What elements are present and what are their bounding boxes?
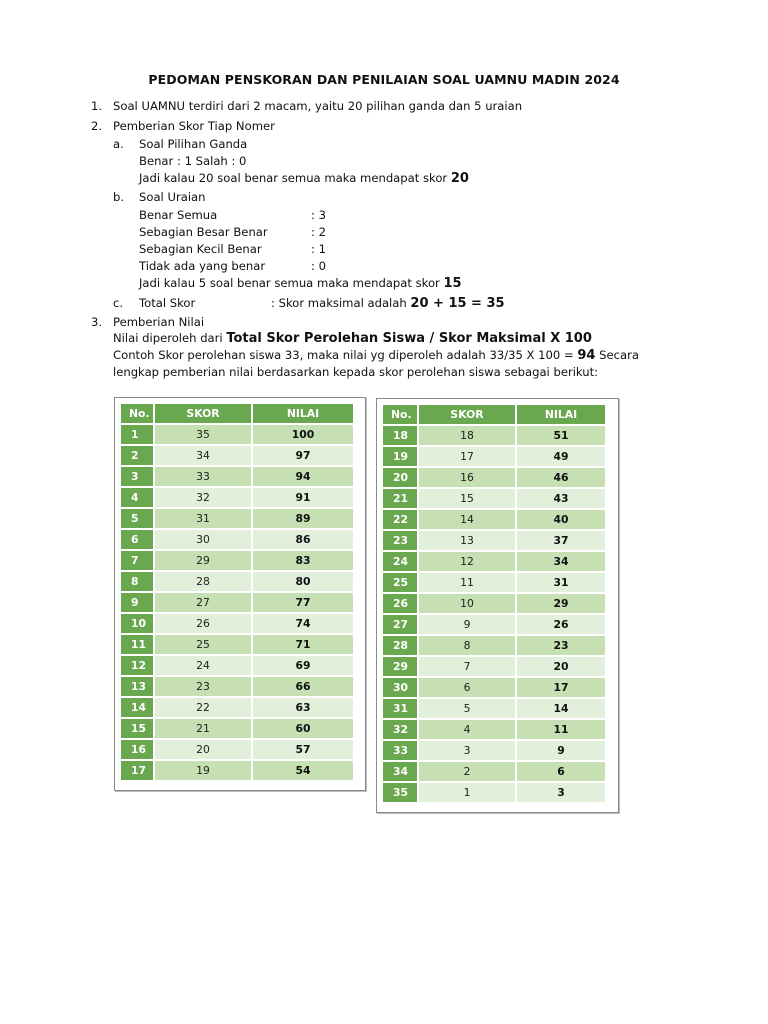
cell-no: 7 — [121, 551, 155, 572]
cell-nilai: 97 — [253, 446, 355, 467]
cell-no: 34 — [383, 762, 419, 783]
cell-skor: 25 — [155, 635, 253, 656]
item-2-number: 2. — [91, 119, 103, 133]
item-2a-rule: Benar : 1 Salah : 0 — [139, 154, 247, 168]
cell-skor: 20 — [155, 740, 253, 761]
table-row — [121, 635, 355, 656]
item-2c-text-body: : Skor maksimal adalah — [271, 296, 407, 310]
item-2a-summary-text: Jadi kalau 20 soal benar semua maka mendapat skor — [139, 171, 448, 185]
header-no: No. — [383, 405, 419, 426]
table-row — [383, 573, 607, 594]
table-row — [383, 636, 607, 657]
cell-skor: 15 — [419, 489, 517, 510]
cell-nilai: 37 — [517, 531, 607, 552]
cell-no: 4 — [121, 488, 155, 509]
cell-no: 9 — [121, 593, 155, 614]
table-row — [121, 572, 355, 593]
cell-nilai: 6 — [517, 762, 607, 783]
item-2a-summary-value: 20 — [450, 171, 469, 186]
cell-skor: 6 — [419, 678, 517, 699]
table-row — [383, 720, 607, 741]
cell-skor: 23 — [155, 677, 253, 698]
item-2b-letter: b. — [113, 190, 125, 204]
item-3-example — [113, 348, 639, 363]
item-1-number: 1. — [91, 99, 103, 113]
cell-nilai: 17 — [517, 678, 607, 699]
uraian-row-value: : 3 — [311, 208, 326, 222]
cell-nilai: 77 — [253, 593, 355, 614]
item-3-example-suffix: Secara — [599, 348, 640, 362]
table-row — [121, 509, 355, 530]
cell-nilai: 46 — [517, 468, 607, 489]
score-table-right — [376, 398, 619, 813]
table-row — [383, 657, 607, 678]
table-row — [121, 551, 355, 572]
cell-skor: 14 — [419, 510, 517, 531]
item-2c-text — [271, 296, 505, 311]
cell-no: 21 — [383, 489, 419, 510]
cell-skor: 27 — [155, 593, 253, 614]
cell-skor: 18 — [419, 426, 517, 447]
cell-skor: 11 — [419, 573, 517, 594]
table-row — [383, 447, 607, 468]
item-3-number: 3. — [91, 315, 103, 329]
cell-nilai: 83 — [253, 551, 355, 572]
table-row — [383, 531, 607, 552]
table-row — [121, 467, 355, 488]
cell-no: 1 — [121, 425, 155, 446]
cell-nilai: 3 — [517, 783, 607, 804]
cell-no: 16 — [121, 740, 155, 761]
cell-skor: 2 — [419, 762, 517, 783]
cell-skor: 24 — [155, 656, 253, 677]
header-nilai: NILAI — [517, 405, 607, 426]
table-row — [383, 741, 607, 762]
table-row — [121, 425, 355, 446]
cell-skor: 28 — [155, 572, 253, 593]
item-3-closing: lengkap pemberian nilai berdasarkan kepada skor perolehan siswa sebagai berikut: — [113, 365, 599, 379]
cell-no: 18 — [383, 426, 419, 447]
table-row — [383, 489, 607, 510]
cell-nilai: 23 — [517, 636, 607, 657]
cell-nilai: 14 — [517, 699, 607, 720]
cell-no: 19 — [383, 447, 419, 468]
uraian-row-label: Sebagian Besar Benar — [139, 225, 268, 239]
cell-nilai: 11 — [517, 720, 607, 741]
cell-skor: 31 — [155, 509, 253, 530]
table-row — [383, 615, 607, 636]
cell-no: 25 — [383, 573, 419, 594]
cell-nilai: 31 — [517, 573, 607, 594]
table-row — [121, 677, 355, 698]
cell-no: 30 — [383, 678, 419, 699]
item-2b-label: Soal Uraian — [139, 190, 206, 204]
cell-skor: 21 — [155, 719, 253, 740]
cell-nilai: 91 — [253, 488, 355, 509]
cell-skor: 30 — [155, 530, 253, 551]
table-row — [383, 762, 607, 783]
uraian-row-value: : 1 — [311, 242, 326, 256]
cell-no: 12 — [121, 656, 155, 677]
cell-nilai: 100 — [253, 425, 355, 446]
cell-no: 23 — [383, 531, 419, 552]
cell-skor: 4 — [419, 720, 517, 741]
cell-no: 26 — [383, 594, 419, 615]
item-3-formula-text: Total Skor Perolehan Siswa / Skor Maksimal X 100 — [226, 331, 592, 346]
item-2a-letter: a. — [113, 137, 124, 151]
table-header-row — [383, 405, 607, 426]
table-row — [121, 698, 355, 719]
item-2c-letter: c. — [113, 296, 124, 310]
cell-nilai: 49 — [517, 447, 607, 468]
cell-skor: 1 — [419, 783, 517, 804]
cell-nilai: 63 — [253, 698, 355, 719]
header-no: No. — [121, 404, 155, 425]
table-row — [121, 446, 355, 467]
cell-no: 2 — [121, 446, 155, 467]
cell-nilai: 51 — [517, 426, 607, 447]
item-3-text: Pemberian Nilai — [113, 315, 205, 329]
table-row — [383, 468, 607, 489]
cell-nilai: 94 — [253, 467, 355, 488]
item-3-formula-prefix: Nilai diperoleh dari — [113, 331, 223, 345]
cell-skor: 35 — [155, 425, 253, 446]
score-table-right-grid — [383, 405, 607, 804]
item-3-example-value: 94 — [577, 348, 596, 363]
cell-nilai: 20 — [517, 657, 607, 678]
uraian-row-value: : 2 — [311, 225, 326, 239]
cell-nilai: 89 — [253, 509, 355, 530]
uraian-row-label: Benar Semua — [139, 208, 218, 222]
cell-no: 14 — [121, 698, 155, 719]
cell-no: 29 — [383, 657, 419, 678]
cell-nilai: 34 — [517, 552, 607, 573]
table-row — [383, 594, 607, 615]
cell-no: 11 — [121, 635, 155, 656]
table-row — [383, 510, 607, 531]
cell-skor: 7 — [419, 657, 517, 678]
cell-no: 31 — [383, 699, 419, 720]
page-title: PEDOMAN PENSKORAN DAN PENILAIAN SOAL UAMNU MADIN 2024 — [148, 72, 620, 87]
cell-no: 22 — [383, 510, 419, 531]
cell-skor: 33 — [155, 467, 253, 488]
cell-skor: 32 — [155, 488, 253, 509]
item-2-text: Pemberian Skor Tiap Nomer — [113, 119, 275, 133]
cell-nilai: 57 — [253, 740, 355, 761]
score-table-left — [114, 397, 366, 791]
cell-no: 17 — [121, 761, 155, 782]
cell-skor: 3 — [419, 741, 517, 762]
cell-nilai: 29 — [517, 594, 607, 615]
item-3-formula — [113, 331, 592, 346]
cell-no: 33 — [383, 741, 419, 762]
cell-no: 6 — [121, 530, 155, 551]
cell-skor: 16 — [419, 468, 517, 489]
header-nilai: NILAI — [253, 404, 355, 425]
table-row — [121, 719, 355, 740]
cell-no: 24 — [383, 552, 419, 573]
cell-no: 10 — [121, 614, 155, 635]
table-row — [383, 699, 607, 720]
cell-skor: 22 — [155, 698, 253, 719]
cell-nilai: 69 — [253, 656, 355, 677]
header-skor: SKOR — [155, 404, 253, 425]
cell-no: 20 — [383, 468, 419, 489]
cell-nilai: 74 — [253, 614, 355, 635]
item-2a-label: Soal Pilihan Ganda — [139, 137, 248, 151]
item-2c-label: Total Skor — [139, 296, 196, 310]
item-3-example-text: Contoh Skor perolehan siswa 33, maka nilai yg diperoleh adalah 33/35 X 100 = — [113, 348, 574, 362]
table-header-row — [121, 404, 355, 425]
item-2a-summary — [139, 171, 469, 186]
cell-skor: 9 — [419, 615, 517, 636]
cell-nilai: 86 — [253, 530, 355, 551]
cell-no: 32 — [383, 720, 419, 741]
cell-skor: 10 — [419, 594, 517, 615]
cell-no: 3 — [121, 467, 155, 488]
table-row — [383, 678, 607, 699]
cell-no: 13 — [121, 677, 155, 698]
cell-skor: 12 — [419, 552, 517, 573]
table-row — [121, 740, 355, 761]
item-1-text: Soal UAMNU terdiri dari 2 macam, yaitu 20 pilihan ganda dan 5 uraian — [113, 99, 523, 113]
cell-nilai: 9 — [517, 741, 607, 762]
cell-nilai: 80 — [253, 572, 355, 593]
uraian-row-value: : 0 — [311, 259, 326, 273]
table-row — [121, 656, 355, 677]
cell-no: 35 — [383, 783, 419, 804]
header-skor: SKOR — [419, 405, 517, 426]
score-table-left-grid — [121, 404, 355, 782]
cell-skor: 19 — [155, 761, 253, 782]
cell-no: 5 — [121, 509, 155, 530]
cell-no: 15 — [121, 719, 155, 740]
cell-no: 27 — [383, 615, 419, 636]
cell-skor: 34 — [155, 446, 253, 467]
uraian-row-label: Tidak ada yang benar — [139, 259, 266, 273]
table-row — [121, 614, 355, 635]
table-row — [121, 761, 355, 782]
table-row — [121, 530, 355, 551]
cell-skor: 17 — [419, 447, 517, 468]
table-row — [121, 593, 355, 614]
table-row — [383, 426, 607, 447]
cell-skor: 8 — [419, 636, 517, 657]
cell-nilai: 40 — [517, 510, 607, 531]
table-row — [383, 783, 607, 804]
cell-nilai: 71 — [253, 635, 355, 656]
cell-nilai: 26 — [517, 615, 607, 636]
cell-no: 28 — [383, 636, 419, 657]
item-2b-summary-value: 15 — [443, 276, 462, 291]
item-2b-summary-text: Jadi kalau 5 soal benar semua maka mendapat skor — [139, 276, 440, 290]
cell-skor: 13 — [419, 531, 517, 552]
table-row — [383, 552, 607, 573]
item-2c-value: 20 + 15 = 35 — [410, 296, 505, 311]
cell-nilai: 66 — [253, 677, 355, 698]
cell-skor: 5 — [419, 699, 517, 720]
cell-nilai: 54 — [253, 761, 355, 782]
uraian-row-label: Sebagian Kecil Benar — [139, 242, 262, 256]
cell-skor: 26 — [155, 614, 253, 635]
item-2b-summary — [139, 276, 462, 291]
cell-nilai: 43 — [517, 489, 607, 510]
cell-skor: 29 — [155, 551, 253, 572]
table-row — [121, 488, 355, 509]
cell-nilai: 60 — [253, 719, 355, 740]
cell-no: 8 — [121, 572, 155, 593]
